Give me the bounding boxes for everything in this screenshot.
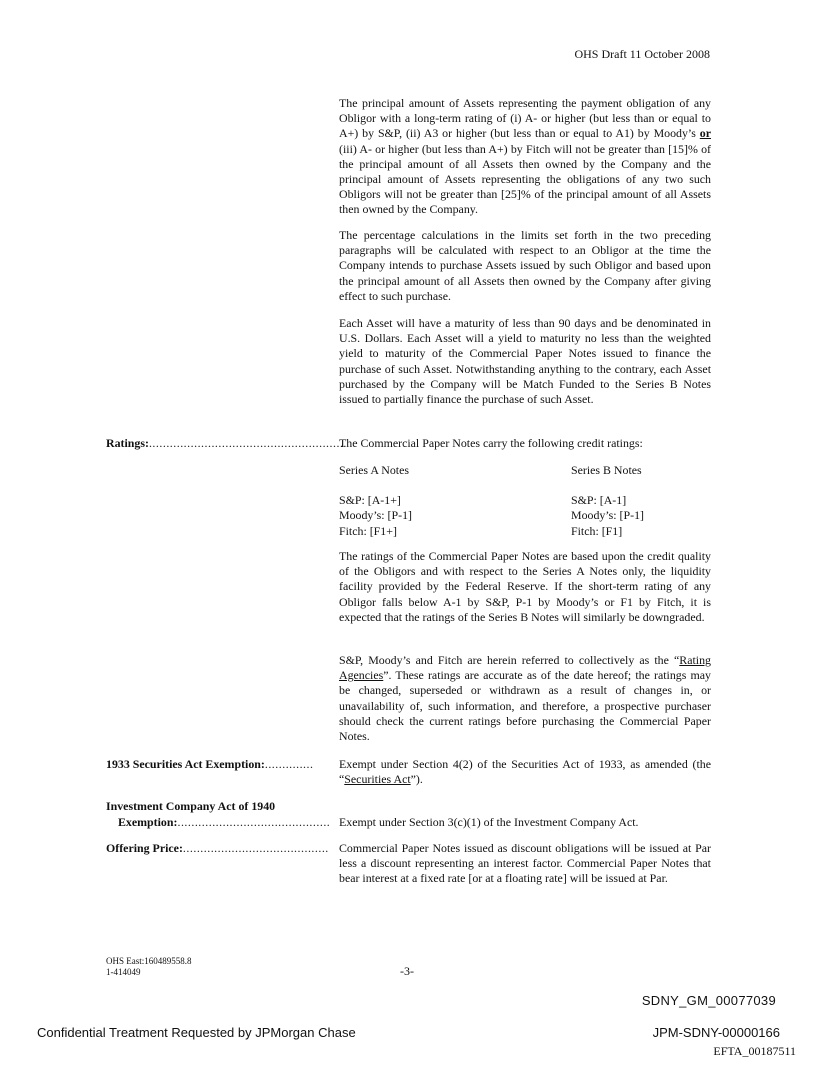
series-a-title: Series A Notes [339, 463, 410, 477]
series-b-moodys: Moody’s: [P-1] [571, 508, 644, 523]
confidential-notice: Confidential Treatment Requested by JPMorgan Chase [37, 1025, 356, 1040]
ratings-paragraph-2: S&P, Moody’s and Fitch are herein referred to collectively as the “Rating Agencies”. These ratings are accurate as of the date hereof; the ratings may be changed, superseded or withdrawn as a result of changes in, or unavailability of, such information, and therefore, a prospective purchaser should check the current ratings before purchasing the Commercial Paper Notes. [339, 653, 711, 744]
series-a-ratings [339, 463, 412, 539]
securities-act-label: 1933 Securities Act Exemption:.............. [106, 757, 314, 771]
intro-paragraph-1: The principal amount of Assets representing the payment obligation of any Obligor with a long-term rating of (i) A- or higher (but less than or equal to A+) by S&P, (ii) A3 or higher (but less than or equal to A1) by Moody’s or (iii) A- or higher (but less than A+) by Fitch will not be greater than [15]% of the principal amount of all Assets then owned by the Company and the principal amount of Assets representing the obligations of any two such Obligors will not be greater than [25]% of the principal amount of all Assets then owned by the Company. [339, 96, 711, 217]
series-b-sp: S&P: [A-1] [571, 493, 627, 508]
series-b-ratings [571, 463, 644, 539]
series-a-moodys: Moody’s: [P-1] [339, 508, 412, 523]
bates-stamp-efta: EFTA_00187511 [713, 1044, 796, 1058]
series-a-sp: S&P: [A-1+] [339, 493, 401, 508]
bates-stamp-jpm: JPM-SDNY-00000166 [652, 1025, 780, 1040]
draft-header: OHS Draft 11 October 2008 [574, 47, 710, 61]
rating-agencies-term: Rating Agencies [339, 653, 711, 683]
footer-doc-id: OHS East:160489558.8 [106, 956, 192, 966]
intro-paragraph-3: Each Asset will have a maturity of less than 90 days and be denominated in U.S. Dollars. Each Asset will a yield to maturity no less than the weighted yield to maturity of the Commercial Paper Notes issued to finance the purchase of such Asset. Notwithstanding anything to the contrary, each Asset purchased by the Company will be Match Funded to the Series B Notes issued to partially finance the purchase of such Asset. [339, 316, 711, 407]
bates-stamp-sdny-gm: SDNY_GM_00077039 [641, 993, 776, 1008]
page-number: -3- [400, 964, 414, 978]
footer-doc-num: 1-414049 [106, 967, 141, 977]
series-b-fitch: Fitch: [F1] [571, 523, 623, 538]
investment-company-label-line2: Exemption:............................................ [118, 815, 331, 829]
intro-paragraph-2: The percentage calculations in the limits set forth in the two preceding paragraphs will be calculated with respect to an Obligor at the time the Company intends to purchase Assets issued by such Obligor and based upon the principal amount of all Assets then owned by the Company after giving effect to such purchase. [339, 228, 711, 303]
offering-price-label: Offering Price:.......................................... [106, 841, 329, 855]
securities-act-text: Exempt under Section 4(2) of the Securities Act of 1933, as amended (the “Securities Act”). [339, 757, 711, 787]
investment-company-text: Exempt under Section 3(c)(1) of the Investment Company Act. [339, 815, 639, 829]
series-a-fitch: Fitch: [F1+] [339, 523, 397, 538]
ratings-intro: The Commercial Paper Notes carry the following credit ratings: [339, 436, 643, 450]
ratings-label: Ratings:......................................................... [106, 436, 347, 450]
securities-act-term: Securities Act [344, 772, 411, 787]
series-b-title: Series B Notes [571, 463, 642, 477]
ratings-paragraph-1: The ratings of the Commercial Paper Notes are based upon the credit quality of the Obligors and with respect to the Series A Notes only, the liquidity facility provided by the Federal Reserve. If the short-term rating of any Obligor falls below A-1 by S&P, P-1 by Moody’s or F1 by Fitch, it is expected that the ratings of the Series B Notes will similarly be downgraded. [339, 549, 711, 624]
offering-price-text: Commercial Paper Notes issued as discount obligations will be issued at Par less a discount representing an interest factor. Commercial Paper Notes that bear interest at a fixed rate [or at a floating rate] will be issued at Par. [339, 841, 711, 886]
investment-company-label-line1: Investment Company Act of 1940 [106, 799, 276, 813]
